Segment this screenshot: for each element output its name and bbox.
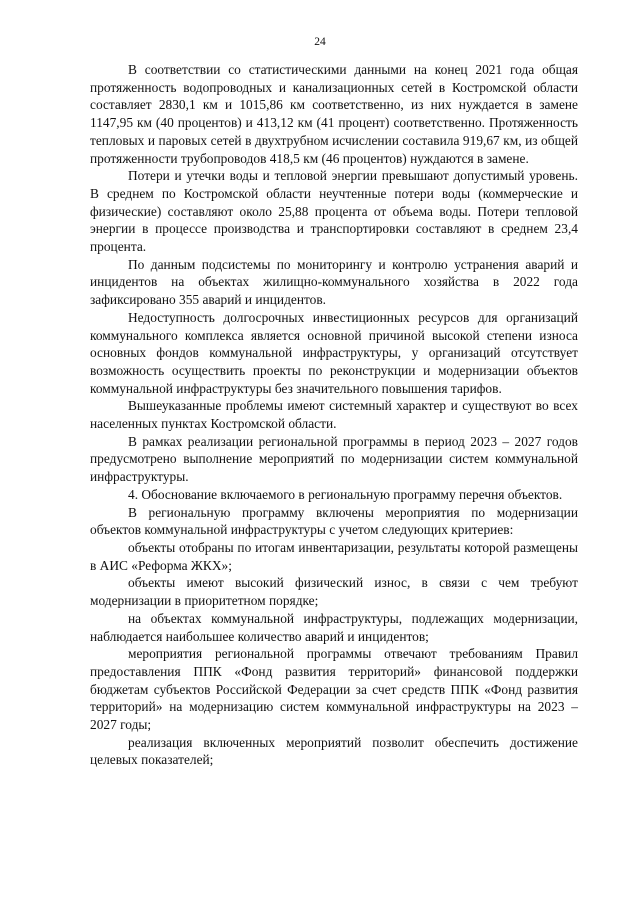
- paragraph-criteria-intro: В региональную программу включены мероприятия по модернизации объектов коммунальной инфраструктуры с учетом следующих критериев:: [90, 504, 578, 538]
- paragraph-program-scope: В рамках реализации региональной программы в период 2023 – 2027 годов предусмотрено выполнение мероприятий по модернизации систем коммунальной инфраструктуры.: [90, 433, 578, 485]
- section-heading-4: 4. Обоснование включаемого в региональную программу перечня объектов.: [128, 486, 563, 502]
- paragraph-losses: Потери и утечки воды и тепловой энергии превышают допустимый уровень. В среднем по Костромской области неучтенные потери воды (коммерческие и физические) составляют около 25,88 процента от объема воды. Потери тепловой энергии в процессе производства и транспортировки составляют в среднем 23,4 процента.: [90, 168, 578, 255]
- criterion-accidents: на объектах коммунальной инфраструктуры, подлежащих модернизации, наблюдается наибольшее количество аварий и инцидентов;: [90, 610, 578, 644]
- criterion-rules: мероприятия региональной программы отвечают требованиям Правил предоставления ППК «Фонд развития территорий» финансовой поддержки бюджетам субъектов Российской Федерации за счет средств ППК «Фонд развития территорий» на модернизацию систем коммунальной инфраструктуры на 2023 – 2027 годы;: [90, 646, 578, 733]
- paragraph-investment: Недоступность долгосрочных инвестиционных ресурсов для организаций коммунального комплекса является основной причиной высокой степени износа основных фондов коммунальной инфраструктуры, у организаций отсутствует возможность осуществить проекты по реконструкции и модернизации объектов коммунальной инфраструктуры без значительного повышения тарифов.: [90, 309, 578, 396]
- paragraph-systemic-problems: Вышеуказанные проблемы имеют системный характер и существуют во всех населенных пунктах Костромской области.: [90, 398, 578, 432]
- document-body: [90, 61, 578, 769]
- criterion-inventory: объекты отобраны по итогам инвентаризации, результаты которой размещены в АИС «Реформа ЖКХ»;: [90, 539, 578, 573]
- paragraph-network-length: В соответствии со статистическими данными на конец 2021 года общая протяженность водопроводных и канализационных сетей в Костромской области составляет 2830,1 км и 1015,86 км соответственно, из них нуждается в замене 1147,95 км (40 процентов) и 413,12 км (41 процент) соответственно. Протяженность тепловых и паровых сетей в двухтрубном исчислении составила 919,67 км, из общей протяженности трубопроводов 418,5 км (46 процентов) нуждаются в замене.: [90, 62, 578, 166]
- paragraph-accidents: По данным подсистемы по мониторингу и контролю устранения аварий и инцидентов на объектах жилищно-коммунального хозяйства в 2022 года зафиксировано 355 аварий и инцидентов.: [90, 256, 578, 308]
- criterion-targets: реализация включенных мероприятий позволит обеспечить достижение целевых показателей;: [90, 734, 578, 768]
- page-number: 24: [314, 36, 326, 48]
- criterion-wear: объекты имеют высокий физический износ, в связи с чем требуют модернизации в приоритетном порядке;: [90, 575, 578, 609]
